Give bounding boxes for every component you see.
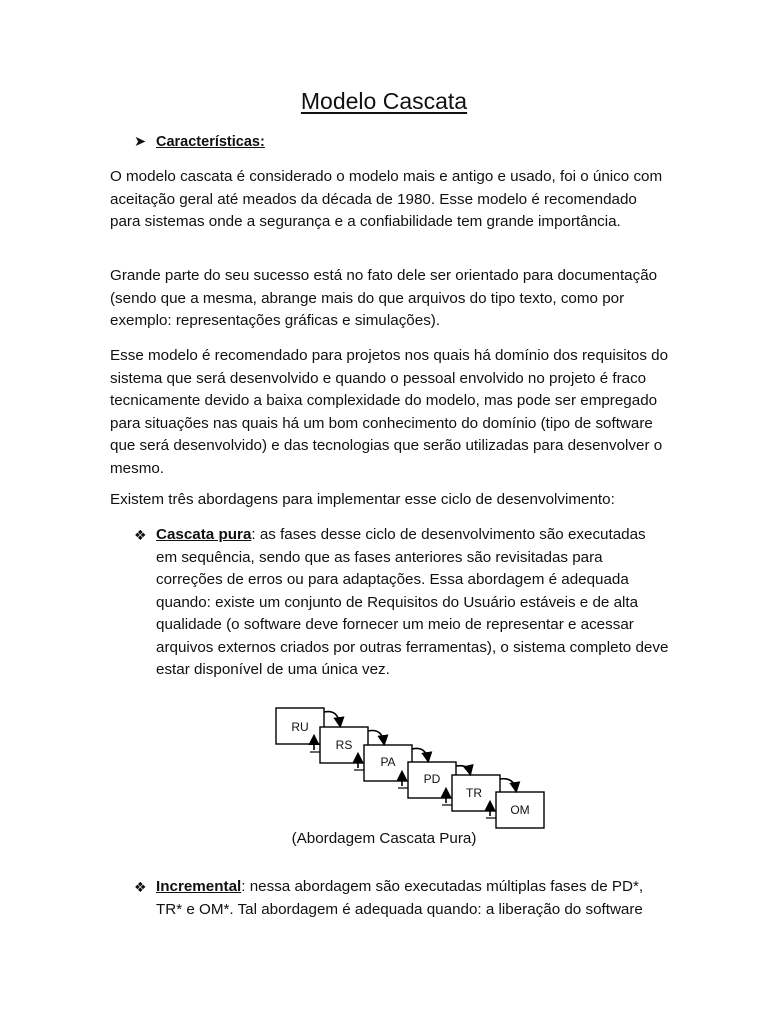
paragraph-documentation: Grande parte do seu sucesso está no fato dele ser orientado para documentação (sendo que a mesma, abrange mais do que arquivos do tipo texto, como por exemplo: representações gráficas e simulações). xyxy=(110,267,658,329)
diagram-label-pa: PA xyxy=(380,755,396,769)
approach-name: Incremental xyxy=(156,878,242,895)
diagram-label-ru: RU xyxy=(291,720,309,734)
approach-description: : nessa abordagem são executadas múltiplas fases de PD*, TR* e OM*. Tal abordagem é adequada quando: a liberação do software xyxy=(156,878,644,918)
diagram-label-pd: PD xyxy=(423,772,441,786)
paragraph-approaches-intro: Existem três abordagens para implementar esse ciclo de desenvolvimento: xyxy=(110,491,615,508)
arrow-bullet-icon: ➤ xyxy=(134,134,147,150)
diagram-label-tr: TR xyxy=(466,786,482,800)
approach-cascata-pura xyxy=(134,524,669,682)
diagram-label-rs: RS xyxy=(335,738,353,752)
paragraph-intro: O modelo cascata é considerado o modelo mais e antigo e usado, foi o único com aceitação geral até meados da década de 1980. Esse modelo é recomendado para sistemas onde a segurança e a confiabilidade tem grande importância. xyxy=(110,168,663,230)
approach-description: : as fases desse ciclo de desenvolvimento são executadas em sequência, sendo que as fases anteriores são revisitadas para correções de erros ou para adaptações. Essa abordagem é adequada quando: existe um conjunto de Requisitos do Usuário estáveis e de alta qualidade (o software deve fornecer um meio de representar e acessar arquivos externos criados por outras ferramentas), o sistema completo deve estar disponível de uma única vez. xyxy=(156,526,669,678)
diagram-caption: (Abordagem Cascata Pura) xyxy=(291,830,477,847)
approach-name: Cascata pura xyxy=(156,526,252,543)
forward-arrow-icon xyxy=(456,766,470,773)
approach-incremental xyxy=(134,876,669,921)
characteristics-heading: Características: xyxy=(156,134,265,150)
forward-arrow-icon xyxy=(368,731,384,744)
approach-text xyxy=(156,524,669,682)
diamond-bullet-icon: ❖ xyxy=(134,527,147,543)
approach-text xyxy=(156,876,669,921)
diamond-bullet-icon: ❖ xyxy=(134,879,147,895)
forward-arrow-icon xyxy=(412,748,428,760)
diagram-label-om: OM xyxy=(510,803,530,817)
page-title: Modelo Cascata xyxy=(300,88,468,114)
forward-arrow-icon xyxy=(500,779,516,790)
characteristics-heading-row xyxy=(134,134,265,150)
cascata-pura-diagram xyxy=(262,700,562,832)
paragraph-recommendation: Esse modelo é recomendado para projetos nos quais há domínio dos requisitos do sistema que será desenvolvido e quando o pessoal envolvido no projeto é fraco tecnicamente devido a baixa complexidade do modelo, mas pode ser empregado para situações nas quais há um bom conhecimento do domínio (tipo de software que será desenvolvido) e das tecnologias que serão utilizadas para desenvolver o mesmo. xyxy=(110,347,669,477)
forward-arrow-icon xyxy=(324,712,340,725)
